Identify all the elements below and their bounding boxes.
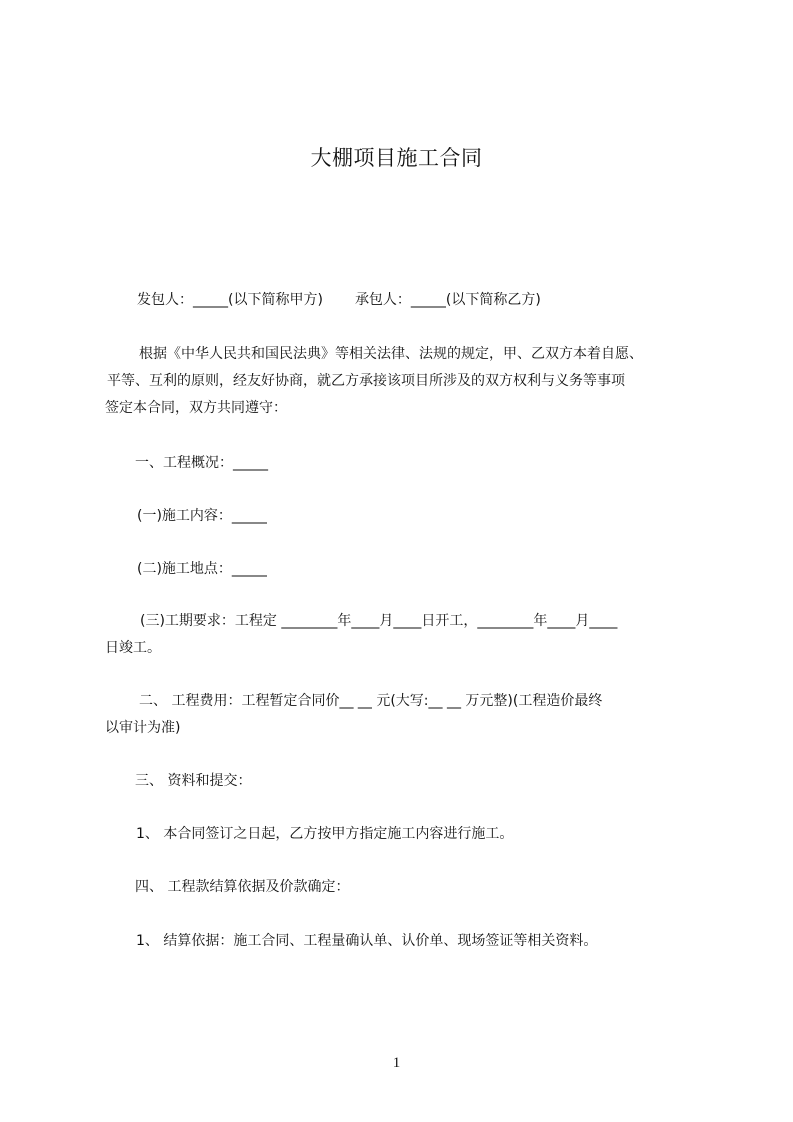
- section-4-item-1: 1、 结算依据：施工合同、工程量确认单、认价单、现场签证等相关资料。: [136, 933, 598, 949]
- section-1-heading: 一、工程概况：_____: [135, 455, 268, 471]
- section-1-period-line-2: 日竣工。: [105, 640, 161, 656]
- page-number: 1: [392, 1055, 401, 1071]
- section-2-line-1: 二、 工程费用：工程暂定合同价__ __ 元(大写:__ __ 万元整)(工程造价最终: [139, 693, 603, 709]
- section-1-content: (一)施工内容：_____: [137, 508, 267, 524]
- section-1-location: (二)施工地点：_____: [137, 561, 267, 577]
- parties-line: [137, 287, 541, 314]
- document-title: 大棚项目施工合同: [310, 146, 483, 170]
- section-1-period-line-1: (三)工期要求：工程定 ________年____月____日开工，________年____月____: [140, 613, 618, 629]
- preamble-line-2: 平等、互利的原则，经友好协商，就乙方承接该项目所涉及的双方权利与义务等事项: [107, 373, 625, 389]
- section-3-item-1: 1、 本合同签订之日起，乙方按甲方指定施工内容进行施工。: [136, 826, 514, 842]
- section-4-heading: 四、 工程款结算依据及价款确定：: [135, 879, 350, 895]
- preamble-line-1: 根据《中华人民共和国民法典》等相关法律、法规的规定，甲、乙双方本着自愿、: [139, 346, 643, 362]
- section-3-heading: 三、 资料和提交：: [135, 773, 252, 789]
- preamble-line-3: 签定本合同，双方共同遵守：: [105, 400, 287, 416]
- contractor-field: 承包人：_____(以下简称乙方): [354, 292, 541, 308]
- employer-field: 发包人：_____(以下简称甲方): [137, 292, 323, 308]
- section-2-line-2: 以审计为准): [105, 720, 181, 736]
